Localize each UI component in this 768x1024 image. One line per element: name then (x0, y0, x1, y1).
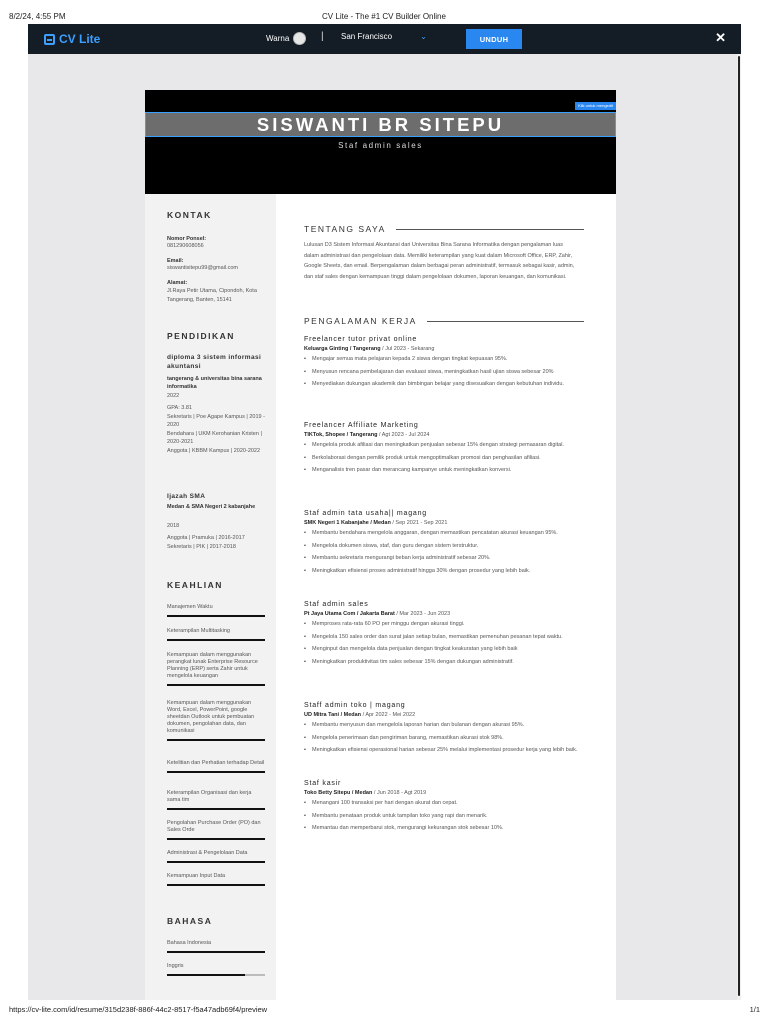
app-toolbar (28, 24, 741, 54)
skill-level-fill (167, 684, 265, 686)
skill-item[interactable] (167, 652, 265, 686)
job-title: Staf kasir (304, 780, 342, 787)
job-bullet: • Meningkatkan efisiensi proses administratif hingga 30% dengan prosedur yang lebih baik. (304, 567, 584, 575)
skill-level-bar (167, 639, 265, 641)
skill-name: Pengolahan Purchase Order (PO) dan Sales Orde (167, 820, 261, 833)
skill-level-fill (167, 838, 265, 840)
name-field[interactable] (145, 112, 616, 137)
education-details: GPA: 3.81 Sekretaris | Poe Agape Kampus | 2019 - 2020 Bendahara | UKM Kerohanian Kristen | 2020-2021 Anggota | KBBM Kampus | 2020-2022 (167, 405, 265, 454)
color-picker[interactable] (266, 32, 306, 45)
skill-level-fill (167, 739, 265, 741)
scrollbar-thumb[interactable] (738, 56, 740, 996)
email-value: siswantisitepu99@gmail.com (167, 265, 239, 271)
job-bullet: • Menangani 100 transaksi per hari dengan akurat dan cepat. (304, 799, 584, 807)
job-meta (304, 712, 584, 718)
contact-heading: KONTAK (167, 210, 212, 220)
languages-heading: BAHASA (167, 916, 213, 926)
skill-level-fill (167, 808, 265, 810)
skill-item[interactable] (167, 850, 265, 863)
job-bullet: • Mengajar semua mata pelajaran kepada 2 siswa dengan tingkat kepuasan 95%. (304, 355, 584, 363)
skill-name: Administrasi & Pengelolaan Data (167, 850, 248, 856)
job-period: / Apr 2022 - Mei 2022 (361, 712, 416, 718)
job-entry[interactable] (304, 336, 584, 393)
job-period: / Sep 2021 - Sep 2021 (390, 520, 448, 526)
skill-name: Manajemen Waktu (167, 604, 213, 610)
job-entry[interactable] (304, 510, 584, 579)
address-value: Jl.Raya Petir Utama, Cipondoh, Kota Tangerang, Banten, 15141 (167, 288, 257, 303)
job-bullet: • Meningkatkan produktivitas tim sales sebesar 15% dengan dukungan administratif. (304, 658, 584, 666)
print-page-number: 1/1 (749, 1005, 760, 1014)
chevron-down-icon: ⌄ (420, 32, 427, 41)
education-heading: PENDIDIKAN (167, 331, 235, 341)
job-period: / Agt 2023 - Jul 2024 (377, 432, 430, 438)
job-bullet: • Membantu bendahara mengelola anggaran, dengan memastikan pencatatan akurasi keuangan 95%. (304, 529, 584, 537)
preview-workspace (28, 54, 741, 1000)
about-text[interactable]: Lulusan D3 Sistem Informasi Akuntansi dari Universitas Bina Sarana Informatika dengan pengalaman luas dalam administrasi dan pengelolaan data. Memiliki keterampilan yang kuat dalam Microsoft Office, ERP, Zahir, Google Sheets, dan email. Berpengalaman dalam berbagai peran administratif, termasuk sebagai kasir, admin, dan staf sales dengan kemampuan tinggi dalam pengelolaan dokumen, laporan keuangan, dan komunikasi. (304, 242, 575, 280)
job-bullet: • Memantau dan memperbarui stok, mengurangi kekurangan stok sebesar 10%. (304, 824, 584, 832)
job-entry[interactable] (304, 422, 584, 479)
download-button[interactable]: UNDUH (466, 29, 522, 49)
job-bullets (304, 441, 584, 475)
skill-level-bar (167, 838, 265, 840)
education-year: 2022 (167, 393, 180, 399)
job-bullet: • Mengelola dokumen siswa, staf, dan guru dengan sistem terstruktur. (304, 542, 584, 550)
language-item[interactable] (167, 940, 265, 953)
skill-item[interactable] (167, 604, 265, 617)
education-year: 2018 (167, 523, 180, 529)
job-bullet: • Menginput dan mengelola data penjualan dengan tingkat keakuratan yang lebih baik (304, 645, 584, 653)
cv-sidebar (145, 194, 276, 1000)
experience-heading (304, 316, 584, 326)
about-heading (304, 224, 584, 234)
job-bullet: • Menganalisis tren pasar dan merancang kampanye untuk meningkatkan konversi. (304, 466, 584, 474)
education-school: Medan & SMA Negeri 2 kabanjahe (167, 504, 256, 510)
job-title[interactable]: Staf admin sales (338, 141, 423, 150)
job-period: / Jun 2018 - Agt 2019 (372, 790, 427, 796)
education-degree: Ijazah SMA (167, 493, 206, 500)
job-company: Toko Betty Sitepu / Medan (304, 790, 373, 796)
print-url: https://cv-lite.com/id/resume/315d238f-886f-44c2-8517-f5a47adb69f4/preview (9, 1005, 268, 1014)
skill-item[interactable] (167, 820, 265, 840)
job-title: Freelancer Affiliate Marketing (304, 422, 419, 429)
skill-level-fill (167, 771, 265, 773)
font-select-value: San Francisco (341, 32, 393, 41)
job-bullets (304, 620, 584, 666)
skill-level-fill (167, 615, 265, 617)
skill-name: Kemampuan Input Data (167, 873, 226, 879)
skill-name: Kemampuan dalam menggunakan perangkat lunak Enterprise Resource Planning (ERP) serta Zahir untuk mengelola keuangan (167, 652, 258, 679)
skill-level-bar (167, 684, 265, 686)
language-level-fill (167, 951, 265, 953)
job-bullet: • Membantu sekretaris mengurangi beban kerja administratif sebesar 20%. (304, 554, 584, 562)
print-page-title: CV Lite - The #1 CV Builder Online (322, 12, 446, 21)
job-bullet: • Mengelola penerimaan dan pengiriman barang, memastikan akurasi stok 98%. (304, 734, 584, 742)
phone-label: Nomor Ponsel: (167, 236, 207, 242)
skill-item[interactable] (167, 760, 265, 773)
about-heading-text: TENTANG SAYA (304, 224, 386, 234)
skill-level-bar (167, 808, 265, 810)
skill-level-bar (167, 615, 265, 617)
color-label: Warna (266, 34, 290, 43)
skill-level-fill (167, 639, 265, 641)
job-bullet: • Berkolaborasi dengan pemilik produk untuk mengoptimalkan promosi dan penghasilan afiliasi. (304, 454, 584, 462)
print-header (0, 0, 768, 24)
job-bullets (304, 799, 584, 833)
language-level-bar (167, 974, 265, 976)
job-meta (304, 790, 584, 796)
skill-name: Kemampuan dalam menggunakan Word, Excel, PowerPoint, google sheetdan Outlook untuk pembuatan dokumen, pengolahan data, dan komunikasi (167, 700, 255, 734)
skill-name: Keterampilan Organisasi dan kerja sama tim (167, 790, 252, 803)
job-bullet: • Menyediakan dukungan akademik dan bimbingan belajar yang disesuaikan dengan kebutuhan individu. (304, 380, 584, 388)
job-title: Staff admin toko | magang (304, 702, 406, 709)
print-footer (0, 1000, 768, 1024)
cv-header (145, 90, 616, 194)
close-icon[interactable]: ✕ (715, 30, 726, 45)
logo-text: CV Lite (59, 32, 101, 46)
job-meta (304, 346, 584, 352)
skill-item[interactable] (167, 790, 265, 810)
job-bullet: • Membantu menyusun dan mengelola laporan harian dan bulanan dengan akurasi 95%. (304, 721, 584, 729)
job-bullets (304, 355, 584, 389)
job-title: Staf admin tata usaha|| magang (304, 510, 427, 517)
job-period: / Mar 2023 - Jun 2023 (394, 611, 451, 617)
skill-name: Keterampilan Multitasking (167, 628, 230, 634)
skill-level-fill (167, 861, 265, 863)
font-select[interactable] (341, 32, 427, 41)
education-degree: diploma 3 sistem informasi akuntansi (167, 354, 262, 370)
job-bullets (304, 721, 584, 755)
skill-level-bar (167, 771, 265, 773)
logo[interactable] (44, 32, 100, 46)
job-title: Staf admin sales (304, 601, 369, 608)
email-label: Email: (167, 258, 184, 264)
address-label: Alamat: (167, 280, 188, 286)
cv-document (145, 90, 616, 1000)
skill-level-bar (167, 739, 265, 741)
job-meta (304, 611, 584, 617)
job-title: Freelancer tutor privat online (304, 336, 418, 343)
skill-item[interactable] (167, 628, 265, 641)
scrollbar[interactable] (737, 54, 741, 1000)
experience-heading-text: PENGALAMAN KERJA (304, 316, 417, 326)
education-school: tangerang & universitas bina sarana informatika (167, 376, 262, 390)
cv-lite-logo-icon (44, 34, 55, 45)
job-bullet: • Mengelola 150 sales order dan surat jalan setiap bulan, memastikan pemenuhan pesanan tepat waktu. (304, 633, 584, 641)
job-bullets (304, 529, 584, 575)
skill-item[interactable] (167, 700, 265, 741)
color-swatch-icon[interactable] (293, 32, 306, 45)
job-entry[interactable] (304, 702, 584, 759)
skill-level-fill (167, 884, 265, 886)
job-bullet: • Menyusun rencana pembelajaran dan evaluasi siswa, meningkatkan hasil ujian siswa sebesar 20% (304, 368, 584, 376)
skill-level-bar (167, 861, 265, 863)
language-level-fill (167, 974, 245, 976)
skill-level-bar (167, 884, 265, 886)
edit-hint-badge: Klik untuk mengedit (575, 102, 616, 110)
job-period: / Jul 2023 - Sekarang (380, 346, 435, 352)
job-meta (304, 520, 584, 526)
job-entry[interactable] (304, 601, 584, 670)
job-company: Keluarga Ginting / Tangerang (304, 346, 381, 352)
education-details: Anggota | Pramuka | 2016-2017 Sekretaris | PIK | 2017-2018 (167, 535, 245, 550)
job-bullet: • Memproses rata-rata 60 PO per minggu dengan akurasi tinggi. (304, 620, 584, 628)
phone-value: 081290608056 (167, 243, 204, 249)
job-company: Pt Jaya Utama Com / Jakarta Barat (304, 611, 395, 617)
skill-item[interactable] (167, 873, 265, 886)
job-bullet: • Meningkatkan efisiensi operasional harian sebesar 25% melalui implementasi prosedur kerja yang lebih baik. (304, 746, 584, 754)
language-level-bar (167, 951, 265, 953)
job-bullet: • Mengelola produk afiliasi dan meningkatkan penjualan sebesar 15% dengan strategi pemasaran digital. (304, 441, 584, 449)
job-company: TIKTok, Shopee / Tangerang (304, 432, 378, 438)
language-item[interactable] (167, 963, 265, 976)
job-company: UD Mitra Tani / Medan (304, 712, 362, 718)
toolbar-separator: | (321, 31, 324, 42)
skill-name: Ketelitian dan Perhatian terhadap Detail (167, 760, 265, 766)
print-date: 8/2/24, 4:55 PM (9, 12, 66, 21)
candidate-name: SISWANTI BR SITEPU (256, 113, 505, 135)
language-name: Inggris (167, 963, 184, 969)
job-meta (304, 432, 584, 438)
language-name: Bahasa Indonesia (167, 940, 212, 946)
job-company: SMK Negeri 1 Kabanjahe / Medan (304, 520, 391, 526)
job-entry[interactable] (304, 780, 584, 837)
job-bullet: • Membantu penataan produk untuk tampilan toko yang rapi dan menarik. (304, 812, 584, 820)
skills-heading: KEAHLIAN (167, 580, 223, 590)
